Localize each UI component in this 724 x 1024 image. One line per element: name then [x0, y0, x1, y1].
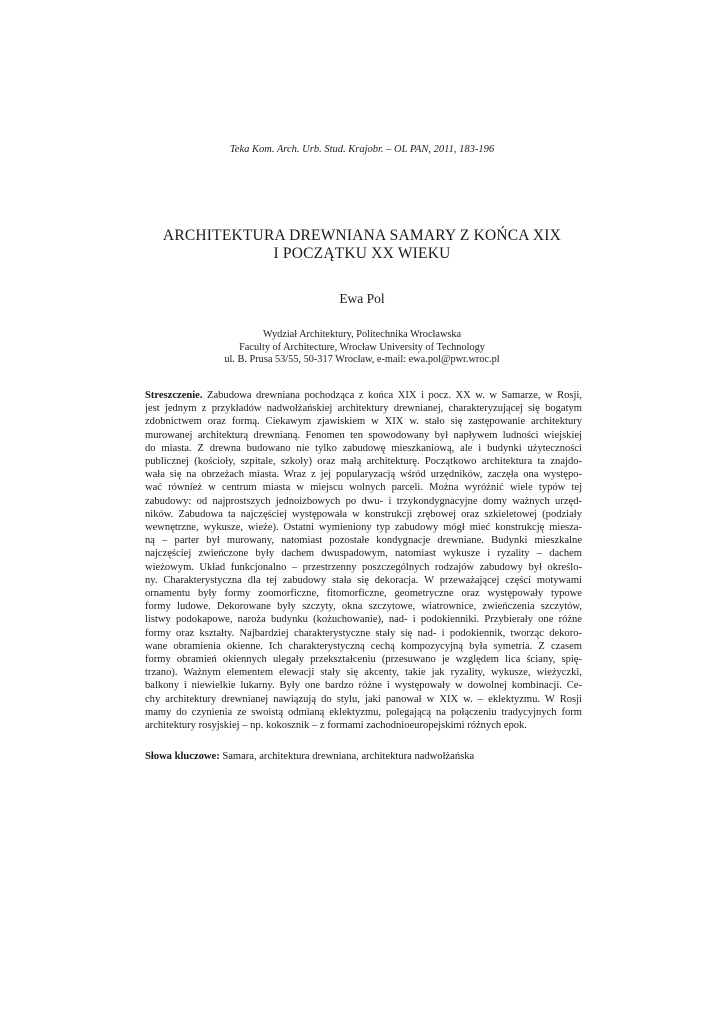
keywords-label: Słowa kluczowe: [145, 751, 220, 762]
abstract-line: formy ludowe. Dekorowane były szczyty, okna szczytowe, wiatrownice, zwieńczenia szczytów, [145, 601, 582, 613]
journal-citation: Teka Kom. Arch. Urb. Stud. Krajobr. – OL PAN, 2011, 183-196 [229, 144, 495, 155]
abstract-line: zdobnictwem oraz formą. Ciekawym zjawiskiem w XIX w. stało się zastępowanie architektury [145, 416, 582, 428]
abstract-line: do miasta. Z drewna budowano nie tylko zabudowę mieszkaniową, ale i budynki użyteczności [145, 442, 582, 454]
abstract-line: ny. Charakterystyczna dla tej zabudowy stała się dekoracja. W przeważającej części motywami [145, 574, 582, 586]
abstract-line: wieżowym. Układ funkcjonalno – przestrzenny poszczególnych rodzajów zabudowy był określo- [145, 561, 582, 573]
abstract-line: trzano). Ważnym elementem elewacji stały się akcenty, takie jak ryzality, wykusze, wieżyczki, [145, 667, 582, 679]
author-name: Ewa Pol [339, 291, 385, 306]
abstract-line: architektury rosyjskiej – np. kokosznik – z formami zachodnioeuropejskimi różnych epok. [145, 720, 527, 732]
abstract-line: wewnętrzne, wykusze, wieże). Ostatni wymieniony typ zabudowy mógł mieć konstrukcję miesza- [145, 522, 582, 534]
affiliation-line-1: Wydział Architektury, Politechnika Wrocławska [262, 329, 462, 340]
abstract-line: jest jednym z przykładów nadwołżańskiej architektury drewnianej, charakteryzującej się bogatym [145, 403, 582, 415]
keywords [145, 750, 582, 763]
abstract-line: ornamentu były formy zoomorficzne, fitomorficzne, geometryczne oraz występowały typowe [145, 588, 582, 600]
abstract-line: mamy do czynienia ze swoistą odmianą eklektyzmu, polegającą na połączeniu tradycyjnych form [145, 706, 582, 718]
abstract-line: formy oraz kształty. Najbardziej charakterystyczne stały się nad- i podokiennik, tworząc dekoro- [145, 627, 582, 639]
affiliation-line-3: ul. B. Prusa 53/55, 50-317 Wrocław, e-mail: ewa.pol@pwr.wroc.pl [224, 354, 500, 366]
abstract-line: chy architektury drewnianej nawiązują do stylu, jaki panował w XIX w. – eklektyzmu. W Rosji [145, 693, 582, 705]
abstract-line: wać również w centrum miasta w miejscu wolnych parceli. Można wyróżnić wiele typów tej [145, 482, 582, 494]
abstract-label: Streszczenie. [145, 390, 203, 401]
affiliation-line-2: Faculty of Architecture, Wrocław University of Technology [239, 341, 485, 353]
paper-title [120, 227, 604, 263]
keywords-text: Samara, architektura drewniana, architektura nadwołżańska [219, 751, 475, 762]
abstract-line: wała się na obrzeżach miasta. Wraz z jej popularyzacją wśród urzędników, zaczęła ona występo- [145, 469, 582, 481]
affiliation [0, 329, 724, 367]
abstract-line: zabudowy: od najprostszych jednoizbowych po dwu- i trzykondygnacyjne domy ważnych urzęd- [145, 495, 582, 507]
title-line-2: I POCZĄTKU XX WIEKU [273, 245, 451, 262]
abstract-line: wane obramienia okienne. Ich charakterystyczną cechą kompozycyjną była symetria. Z czasem [145, 640, 582, 652]
abstract-line: publicznej (kościoły, szpitale, szkoły) oraz małą architekturę. Początkowo architektura ta znajdo- [145, 456, 582, 468]
abstract-line [145, 389, 582, 402]
abstract-line: balkony i niewielkie lukarny. Były one bardzo różne i występowały w dowolnej kombinacji. Ce- [145, 680, 582, 692]
abstract-line: ników. Zabudowa ta najczęściej występowała w konstrukcji zrębowej oraz szkieletowej (podziały [145, 508, 582, 520]
abstract-line: listwy podokapowe, naroża budynku (kożuchowanie), nad- i podokienniki. Przybierały one różne [145, 614, 582, 626]
title-line-1: ARCHITEKTURA DREWNIANA SAMARY Z KOŃCA XIX [162, 227, 562, 244]
abstract-first-line: Zabudowa drewniana pochodząca z końca XIX i pocz. XX w. w Samarze, w Rosji, [202, 390, 582, 401]
abstract-line: ną – parter był murowany, natomiast pozostałe kondygnacje drewniane. Budynki mieszkalne [145, 535, 582, 547]
abstract-line: murowanej architekturą drewnianą. Fenomen ten spowodowany był napływem ludności wiejskiej [145, 429, 582, 441]
abstract-line: najczęściej zwieńczone były dachem dwuspadowym, natomiast wykusze i ryzality – dachem [145, 548, 582, 560]
abstract-line: formy obramień okiennych ulegały przekształceniu (przesuwano je względem lica ściany, spię- [145, 654, 582, 666]
abstract [145, 389, 582, 732]
